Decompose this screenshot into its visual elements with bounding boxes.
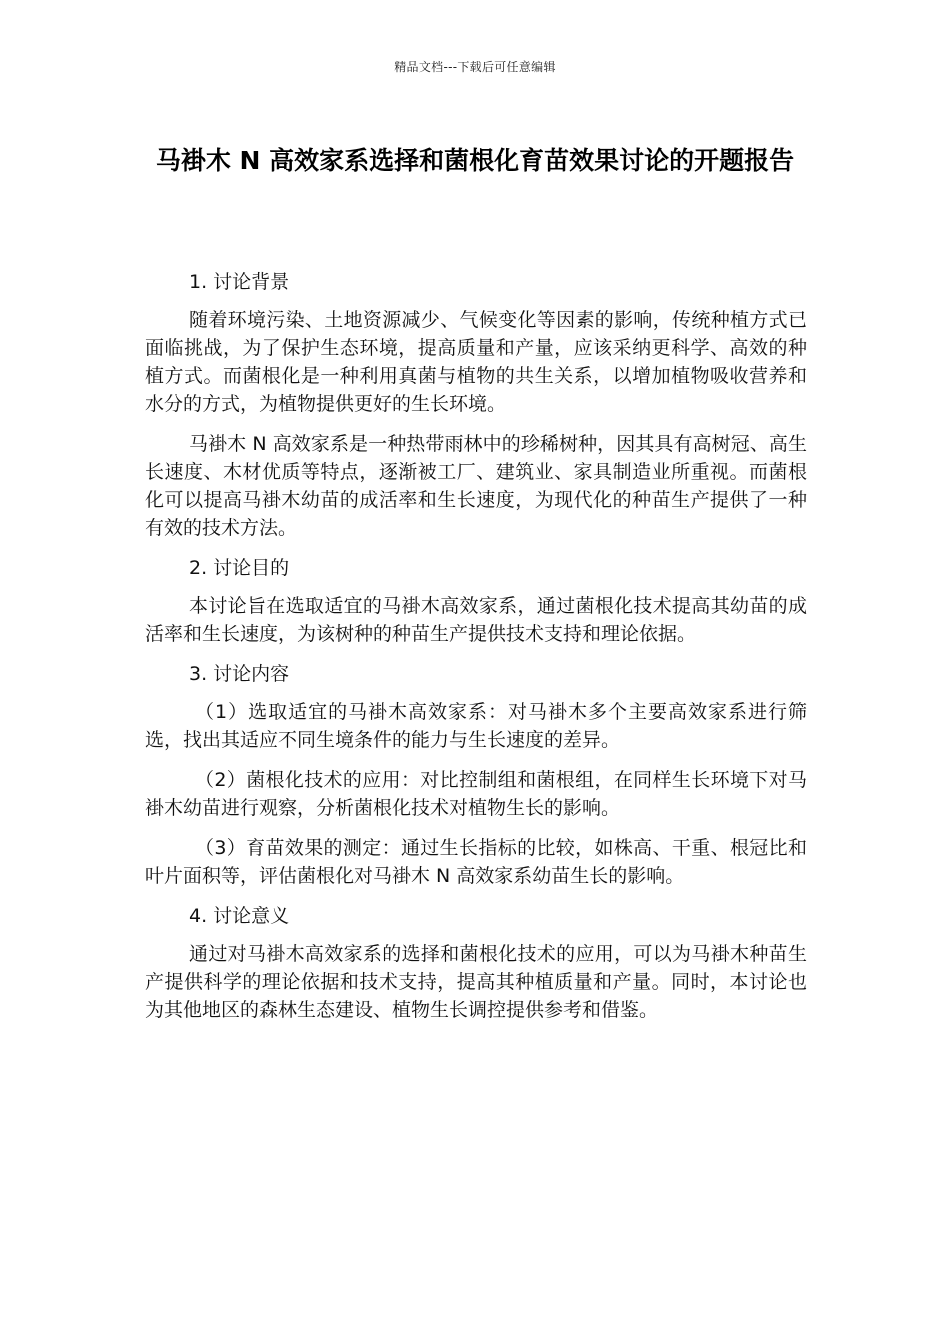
paragraph: 随着环境污染、土地资源减少、气候变化等因素的影响，传统种植方式已面临挑战，为了保护生态环境，提高质量和产量，应该采纳更科学、高效的种植方式。而菌根化是一种利用真菌与植物的共生关系，以增加植物吸收营养和水分的方式，为植物提供更好的生长环境。 [145,309,807,415]
document-title: 马褂木 N 高效家系选择和菌根化育苗效果讨论的开题报告 [155,146,795,175]
paragraph: 马褂木 N 高效家系是一种热带雨林中的珍稀树种，因其具有高树冠、高生长速度、木材优质等特点，逐渐被工厂、建筑业、家具制造业所重视。而菌根化可以提高马褂木幼苗的成活率和生长速度，为现代化的种苗生产提供了一种有效的技术方法。 [145,433,807,539]
header-note: 精品文档---下载后可任意编辑 [394,60,556,74]
section-heading-background: 1. 讨论背景 [189,271,290,293]
paragraph: 通过对马褂木高效家系的选择和菌根化技术的应用，可以为马褂木种苗生产提供科学的理论依据和技术支持，提高其种植质量和产量。同时，本讨论也为其他地区的森林生态建设、植物生长调控提供参考和借鉴。 [145,943,807,1021]
list-item: （3）育苗效果的测定：通过生长指标的比较，如株高、干重、根冠比和叶片面积等，评估菌根化对马褂木 N 高效家系幼苗生长的影响。 [145,837,807,887]
list-item: （1）选取适宜的马褂木高效家系：对马褂木多个主要高效家系进行筛选，找出其适应不同生境条件的能力与生长速度的差异。 [145,701,807,751]
list-item: （2）菌根化技术的应用：对比控制组和菌根组，在同样生长环境下对马褂木幼苗进行观察，分析菌根化技术对植物生长的影响。 [145,769,807,819]
paragraph: 本讨论旨在选取适宜的马褂木高效家系，通过菌根化技术提高其幼苗的成活率和生长速度，为该树种的种苗生产提供技术支持和理论依据。 [145,595,807,645]
section-heading-purpose: 2. 讨论目的 [189,557,290,579]
document-body [145,268,807,1036]
section-heading-contents: 3. 讨论内容 [189,663,290,685]
section-heading-significance: 4. 讨论意义 [189,905,290,927]
